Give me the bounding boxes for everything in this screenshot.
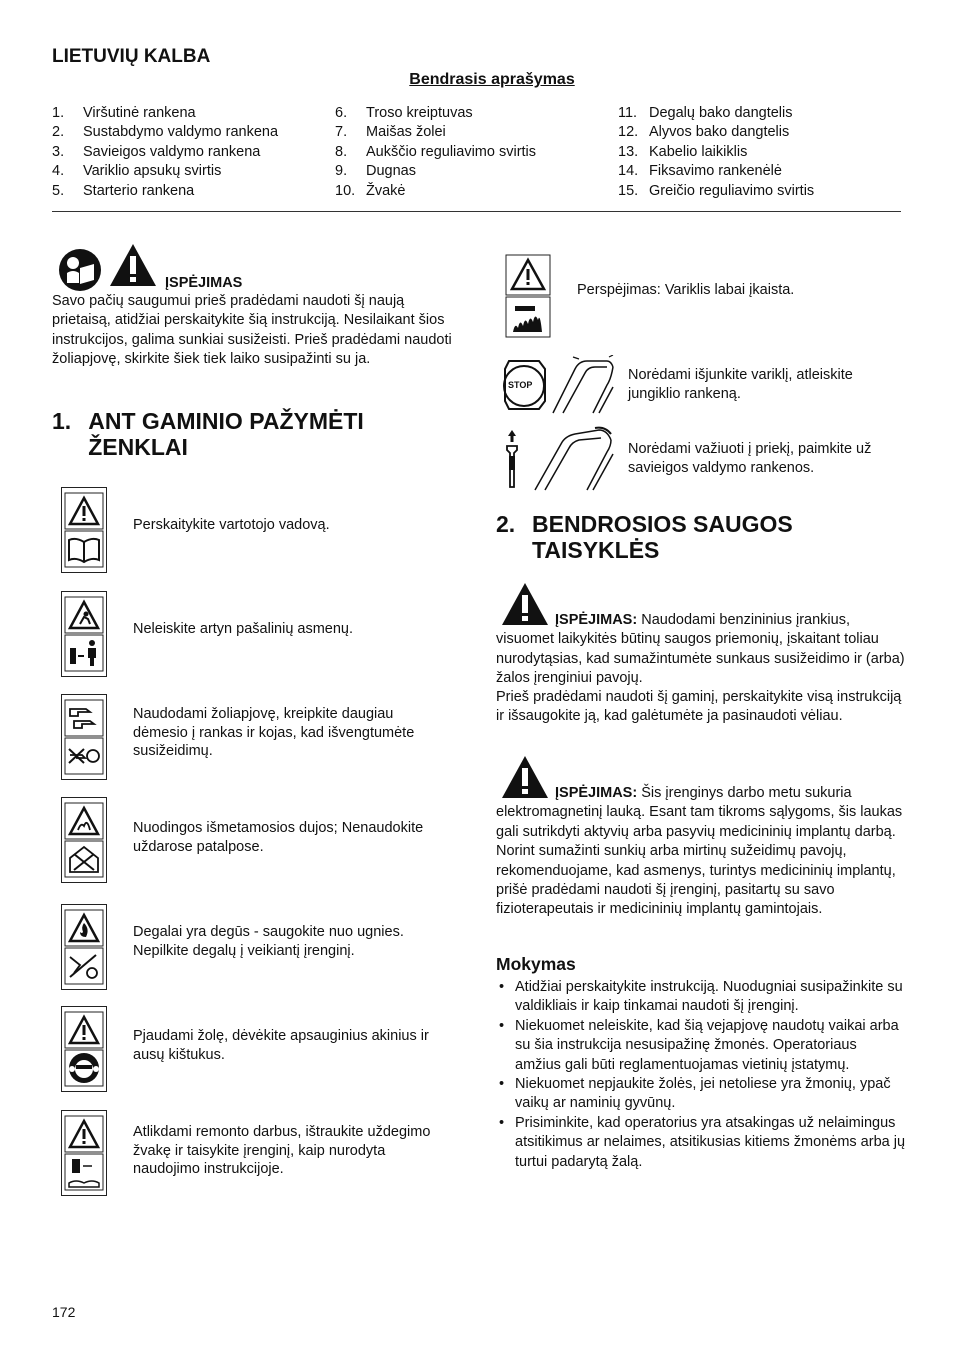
part-item: 15. Greičio reguliavimo svirtis	[618, 182, 815, 199]
part-item: 6. Troso kreiptuvas	[335, 105, 473, 121]
hot-engine-symbol	[505, 253, 551, 339]
symbol-text: Nuodingos išmetamosios dujos; Nenaudokite uždarose patalpose.	[133, 820, 424, 855]
parts-column-3	[618, 104, 814, 201]
warning-label: ĮSPĖJIMAS	[165, 275, 243, 291]
forward-drive-icon	[507, 430, 517, 487]
training-heading: Mokymas	[496, 954, 576, 974]
warning-triangle-icon	[64, 492, 104, 530]
warning-1-text-2: Prieš pradėdami naudoti šį gaminį, perskaitykite visą instrukciją ir išsaugokite ją, kad galėtumėte ja pasinaudoti vėliau.	[496, 689, 902, 725]
part-item: 12. Alyvos bako dangtelis	[618, 124, 790, 141]
section-2-heading: 2. BENDROSIOS SAUGOS TAISYKLĖS	[496, 511, 793, 563]
general-description-title: Bendrasis aprašymas	[409, 71, 575, 88]
flammable-icon	[64, 909, 104, 947]
warning-1-text: ĮSPĖJIMAS: Naudodami benzininius įrankius, visuomet laikykitės būtinų saugos priemonių, įskaitant toliau nurodytąsias, kad sumažintumėte sunkaus susižeidimo ir (arba) žalos įrenginiui pavojų.	[496, 612, 905, 687]
hot-surface-icon	[505, 296, 551, 338]
warning-2-text: ĮSPĖJIMAS: Šis įrenginys darbo metu sukuria elektromagnetinį lauką. Esant tam tikroms sąlygoms, šis laukas gali sutrikdyti aktyvių arba pasyvių medicininių implantų darbą. Norint sumažinti sunkių arba mirtinų sužeidimų pavojų, rekomenduojame, kad asmenys, turintys medicininių implantų, prišė pradėdami naudoti šį įrenginį, pasitartų su savo fizioterapeutais ir medicininių implantų gamintojais.	[496, 785, 903, 918]
eye-ear-protection-icon	[64, 1049, 104, 1087]
list-item: • Prisiminkite, kad operatorius yra atsakingas už nelaimingus atsitikimus ar nelaimes, atsitikusias kitiems žmonėms arba jų turtui padarytą žalą.	[496, 1114, 906, 1172]
symbol-text: Atlikdami remonto darbus, ištraukite uždegimo žvakę ir taisykite įrenginį, kaip nurodyta naudojimo instrukcijoje.	[133, 1124, 431, 1178]
training-list	[496, 978, 906, 1172]
symbol-text: Degalai yra degūs - saugokite nuo ugnies. Nepilkite degalų į veikiantį įrenginį.	[133, 924, 404, 959]
part-item: 11. Degalų bako dangtelis	[618, 105, 793, 121]
part-item: 4. Variklio apsukų svirtis	[52, 163, 222, 180]
hands-feet-icon	[64, 699, 104, 737]
symbol-text: Pjaudami žolę, dėvėkite apsauginius akinius ir ausų kištukus.	[133, 1028, 429, 1063]
no-blade-contact-icon	[64, 737, 104, 775]
list-item: • Niekuomet neleiskite, kad šią vejapjovę naudotų vaikai arba su šia instrukcija nesusipažinę žmonės. Operatoriaus amžius gali būti reglamentuojamas vietinių įstatymų.	[496, 1017, 906, 1075]
no-indoor-use-icon	[64, 840, 104, 878]
read-manual-icon	[58, 248, 102, 297]
toxic-fumes-icon	[64, 802, 104, 840]
page-number: 172	[52, 1304, 76, 1320]
drive-text: Norėdami važiuoti į priekį, paimkite už savieigos valdymo rankenos.	[628, 441, 872, 476]
thrown-object-icon	[64, 596, 104, 634]
warning-triangle-icon	[108, 242, 158, 293]
warning-triangle-icon	[64, 1115, 104, 1153]
part-item: 10. Žvakė	[335, 182, 406, 199]
section-1-heading: 1. ANT GAMINIO PAŽYMĖTI ŽENKLAI	[52, 408, 364, 460]
warning-triangle-icon	[64, 1011, 104, 1049]
part-item: 7. Maišas žolei	[335, 124, 446, 141]
parts-column-1	[52, 104, 278, 201]
part-item: 14. Fiksavimo rankenėlė	[618, 163, 782, 180]
no-refuel-running-icon	[64, 947, 104, 985]
keep-away-person-icon	[64, 634, 104, 672]
symbol-text: Neleiskite artyn pašalinių asmenų.	[133, 621, 354, 637]
spark-plug-manual-icon	[64, 1153, 104, 1191]
drive-handle-symbol	[503, 426, 623, 499]
list-item: • Atidžiai perskaitykite instrukciją. Nuodugniai susipažinkite su valdikliais ir kaip tinkamai naudoti šį įrenginį.	[496, 978, 906, 1017]
part-item: 3. Savieigos valdymo rankena	[52, 143, 261, 160]
language-heading: LIETUVIŲ KALBA	[52, 46, 211, 67]
warning-text: Savo pačių saugumui prieš pradėdami naudoti šį naują prietaisą, atidžiai perskaitykite šią instrukciją. Nesilaikant šios instrukcijos, galima sunkiai susižeisti. Prieš pradėdami naudoti žoliapjovę, skirkite šiek tiek laiko susipažinti su ja.	[52, 293, 452, 368]
symbol-text: Perskaitykite vartotojo vadovą.	[133, 517, 330, 533]
hot-engine-text: Perspėjimas: Variklis labai įkaista.	[577, 282, 795, 298]
stop-label: STOP	[508, 380, 533, 390]
part-item: 13. Kabelio laikiklis	[618, 143, 748, 160]
part-item: 5. Starterio rankena	[52, 182, 195, 199]
symbol-text: Naudodami žoliapjovę, kreipkite daugiau dėmesio į rankas ir kojas, kad išvengtumėte susižeidimų.	[133, 706, 415, 760]
warning-triangle-icon	[505, 254, 551, 296]
part-item: 2. Sustabdymo valdymo rankena	[52, 124, 279, 141]
book-icon	[64, 530, 104, 568]
part-item: 8. Aukščio reguliavimo svirtis	[335, 143, 537, 160]
part-item: 1. Viršutinė rankena	[52, 105, 196, 121]
divider	[52, 211, 901, 212]
list-item: • Niekuomet nepjaukite žolės, jei netoliese yra žmonių, ypač vaikų ar naminių gyvūnų.	[496, 1075, 906, 1114]
part-item: 9. Dugnas	[335, 163, 416, 180]
parts-column-2	[335, 104, 536, 201]
stop-text: Norėdami išjunkite variklį, atleiskite jungiklio rankeną.	[628, 367, 853, 402]
